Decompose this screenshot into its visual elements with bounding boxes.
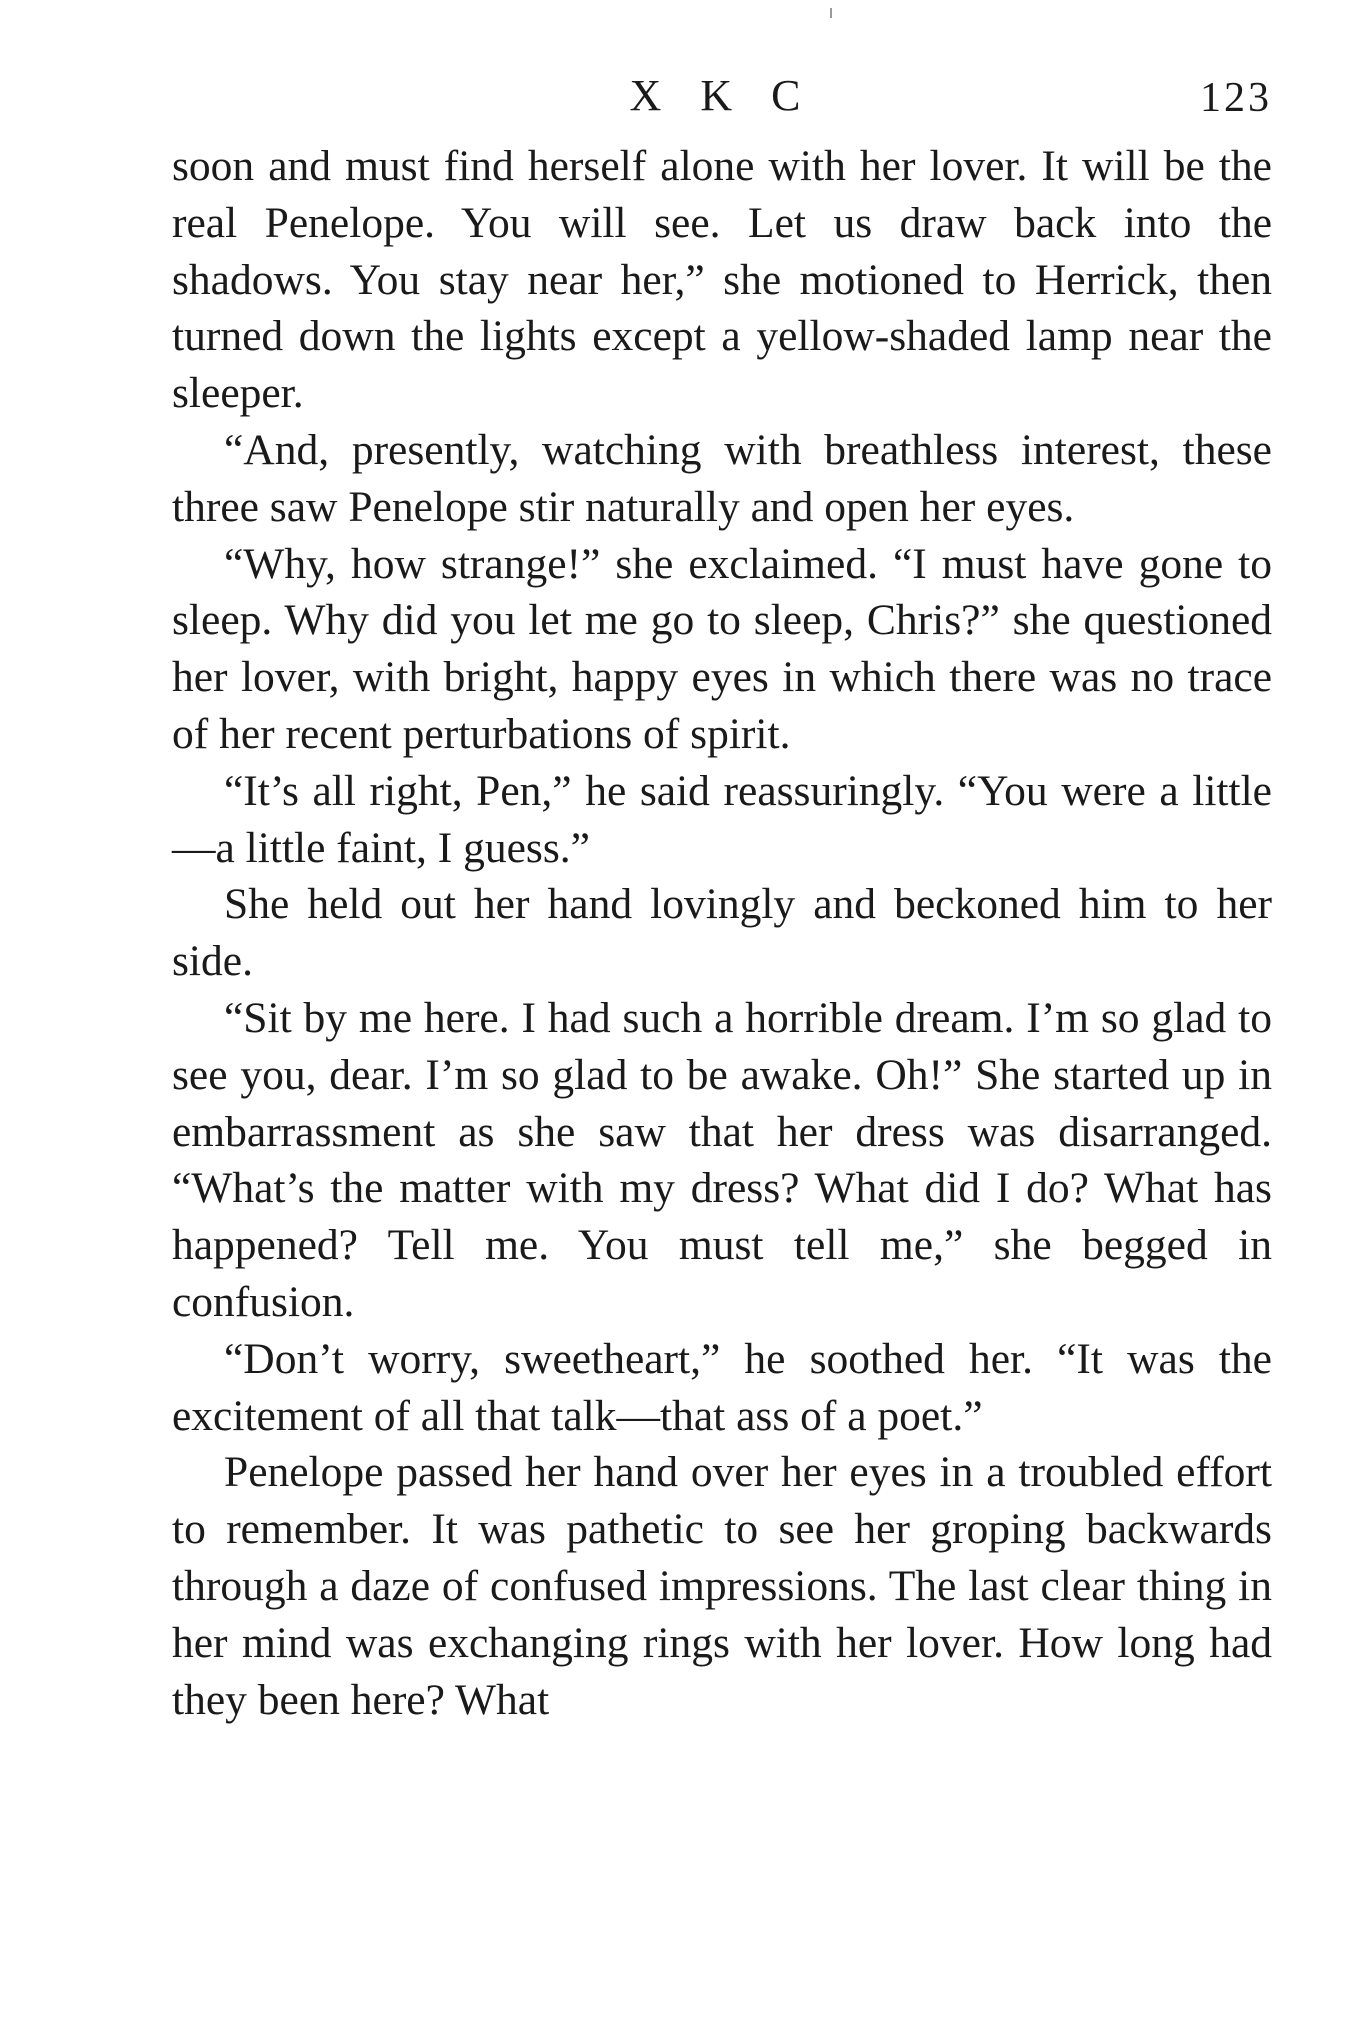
stray-mark [830, 8, 832, 18]
paragraph-continued: soon and must find herself alone with her lover. It will be the real Penelope. You will see. Let us draw back into the shadows. You stay near her,” she motioned to Herrick, then turned down the lights except a yellow-shaded lamp near the sleeper. [172, 142, 1272, 418]
paragraph: “It’s all right, Pen,” he said reassuringly. “You were a little—a little faint, I guess.” [172, 766, 1272, 872]
paragraph: “Why, how strange!” she exclaimed. “I must have gone to sleep. Why did you let me go to sleep, Chris?” she questioned her lover, with bright, happy eyes in which there was no trace of her recent perturbations of spirit. [172, 539, 1272, 758]
paragraph: “Don’t worry, sweetheart,” he soothed her. “It was the excitement of all that talk—that ass of a poet.” [172, 1334, 1272, 1440]
paragraph: She held out her hand lovingly and beckoned him to her side. [172, 880, 1272, 986]
book-page [172, 70, 1272, 1728]
page-number: 123 [1200, 75, 1272, 121]
paragraph: Penelope passed her hand over her eyes in a troubled effort to remember. It was pathetic to see her groping backwards through a daze of confused impressions. The last clear thing in her mind was exchanging rings with her lover. How long had they been here? What [172, 1448, 1272, 1724]
running-head [172, 70, 1272, 130]
paragraph: “And, presently, watching with breathless interest, these three saw Penelope stir naturally and open her eyes. [172, 425, 1272, 531]
body-text [172, 138, 1272, 1728]
paragraph: “Sit by me here. I had such a horrible dream. I’m so glad to see you, dear. I’m so glad to be awake. Oh!” She started up in embarrassment as she saw that her dress was disarranged. “What’s the matter with my dress? What did I do? What has happened? Tell me. You must tell me,” she begged in confusion. [172, 993, 1272, 1326]
running-title: X K C [629, 71, 815, 120]
